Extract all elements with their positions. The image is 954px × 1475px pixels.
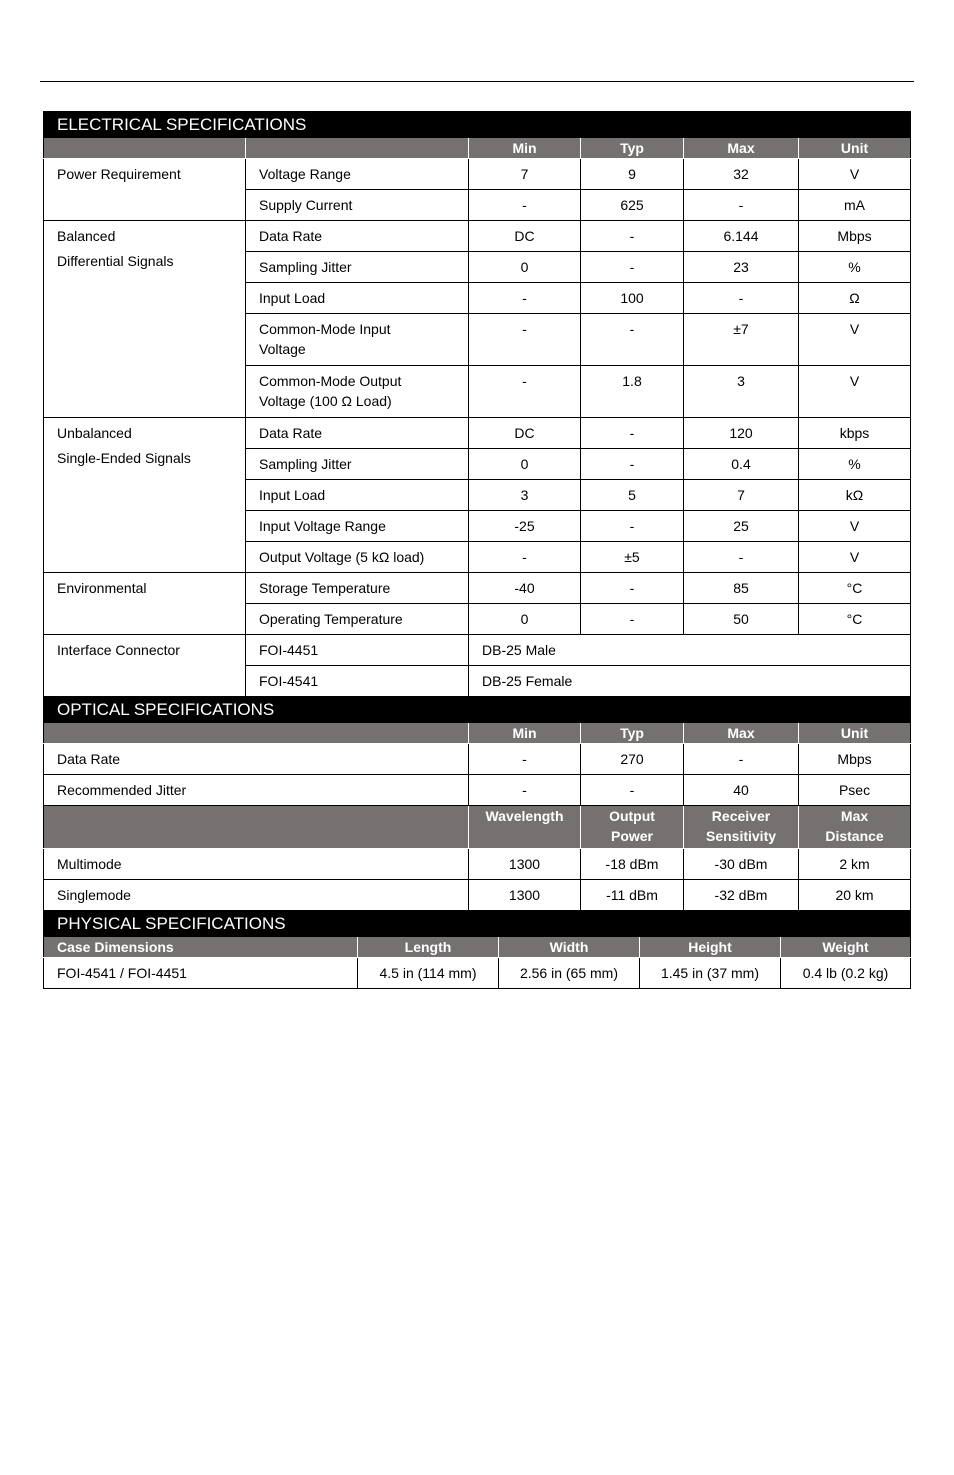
group-label-line: Unbalanced	[57, 425, 132, 441]
parameter-name: Input Voltage Range	[246, 511, 469, 542]
value-min: DC	[469, 418, 581, 449]
table-row	[44, 221, 911, 252]
value-unit: mA	[799, 190, 911, 221]
header-receiver-sensitivity-line: Receiver	[711, 808, 771, 824]
value-max: -	[684, 542, 799, 573]
connector-type: DB-25 Male	[469, 635, 911, 666]
physical-title: PHYSICAL SPECIFICATIONS	[44, 911, 911, 937]
value-typ: -	[581, 449, 684, 480]
header-receiver-sensitivity-line: Sensitivity	[705, 828, 777, 844]
value-typ: 100	[581, 283, 684, 314]
value-typ: -	[581, 221, 684, 252]
value-unit: kbps	[799, 418, 911, 449]
group-label-line: Single-Ended Signals	[57, 450, 191, 466]
value-min: -	[469, 314, 581, 366]
fiber-mode: Multimode	[44, 849, 469, 880]
value-max: ±7	[684, 314, 799, 366]
group-label	[44, 573, 246, 635]
group-label-line: Differential Signals	[57, 253, 174, 269]
value-max: 40	[684, 775, 799, 806]
parameter-name-line: Common-Mode Input	[259, 321, 391, 337]
parameter-name: Sampling Jitter	[246, 449, 469, 480]
value-max: 7	[684, 480, 799, 511]
parameter-name: Data Rate	[246, 418, 469, 449]
header-blank	[44, 806, 469, 849]
case-model: FOI-4541 / FOI-4451	[44, 958, 358, 989]
value-unit: V	[799, 511, 911, 542]
parameter-name-line: Common-Mode Output	[259, 373, 402, 389]
header-typ: Typ	[581, 138, 684, 159]
header-blank	[44, 723, 469, 744]
header-length: Length	[358, 937, 499, 958]
value-typ: 625	[581, 190, 684, 221]
table-row	[44, 880, 911, 911]
parameter-name	[246, 366, 469, 418]
value-unit: Mbps	[799, 744, 911, 775]
parameter-name-line: Voltage (100 Ω Load)	[259, 393, 392, 409]
table-row	[44, 418, 911, 449]
value-unit: V	[799, 314, 911, 366]
group-label	[44, 159, 246, 221]
group-label-line: Environmental	[57, 580, 147, 596]
header-max: Max	[684, 723, 799, 744]
fiber-mode: Singlemode	[44, 880, 469, 911]
header-wavelength-line: Wavelength	[485, 808, 564, 824]
parameter-name: FOI-4451	[246, 635, 469, 666]
value-min: -	[469, 542, 581, 573]
value-typ: -	[581, 511, 684, 542]
value-max: -	[684, 190, 799, 221]
value-max: 0.4	[684, 449, 799, 480]
value-wavelength: 1300	[469, 880, 581, 911]
value-min: 7	[469, 159, 581, 190]
parameter-name: Output Voltage (5 kΩ load)	[246, 542, 469, 573]
group-label-line: Balanced	[57, 228, 116, 244]
parameter-name: Storage Temperature	[246, 573, 469, 604]
value-output-power: -18 dBm	[581, 849, 684, 880]
value-typ: -	[581, 573, 684, 604]
table-row	[44, 849, 911, 880]
parameter-name: Data Rate	[246, 221, 469, 252]
case-weight: 0.4 lb (0.2 kg)	[781, 958, 911, 989]
value-unit: Ω	[799, 283, 911, 314]
value-min: -	[469, 366, 581, 418]
value-max: 50	[684, 604, 799, 635]
value-typ: -	[581, 418, 684, 449]
header-rule	[40, 81, 914, 82]
electrical-specifications	[44, 112, 911, 697]
header-blank	[44, 138, 246, 159]
value-unit: V	[799, 542, 911, 573]
value-max: 120	[684, 418, 799, 449]
value-typ: 9	[581, 159, 684, 190]
value-min: 3	[469, 480, 581, 511]
value-unit: °C	[799, 573, 911, 604]
value-max: -	[684, 744, 799, 775]
specifications-table	[43, 111, 911, 911]
value-typ: -	[581, 252, 684, 283]
parameter-name: Operating Temperature	[246, 604, 469, 635]
header-min: Min	[469, 138, 581, 159]
value-unit: %	[799, 252, 911, 283]
optical-title: OPTICAL SPECIFICATIONS	[44, 697, 911, 723]
header-output-power-line: Output	[609, 808, 655, 824]
value-typ: ±5	[581, 542, 684, 573]
parameter-name: Sampling Jitter	[246, 252, 469, 283]
group-label-line: Interface Connector	[57, 642, 180, 658]
value-typ: -	[581, 775, 684, 806]
parameter-name: Supply Current	[246, 190, 469, 221]
parameter-name: Data Rate	[44, 744, 469, 775]
value-min: -	[469, 283, 581, 314]
header-max-distance-line: Max	[840, 808, 869, 824]
value-typ: -	[581, 604, 684, 635]
group-label	[44, 635, 246, 697]
value-max-distance: 20 km	[799, 880, 911, 911]
value-typ: 5	[581, 480, 684, 511]
value-min: -40	[469, 573, 581, 604]
group-label-line: Power Requirement	[57, 166, 181, 182]
case-length: 4.5 in (114 mm)	[358, 958, 499, 989]
physical-specifications	[43, 910, 911, 989]
optical-specifications	[44, 697, 911, 911]
value-receiver-sensitivity: -32 dBm	[684, 880, 799, 911]
parameter-name: Voltage Range	[246, 159, 469, 190]
table-row	[44, 744, 911, 775]
header-max-distance-line: Distance	[825, 828, 884, 844]
value-typ: -	[581, 314, 684, 366]
connector-type: DB-25 Female	[469, 666, 911, 697]
value-min: -25	[469, 511, 581, 542]
value-unit: V	[799, 159, 911, 190]
value-unit: V	[799, 366, 911, 418]
value-min: DC	[469, 221, 581, 252]
value-min: 0	[469, 449, 581, 480]
header-blank	[246, 138, 469, 159]
value-max: 23	[684, 252, 799, 283]
header-max: Max	[684, 138, 799, 159]
value-min: -	[469, 190, 581, 221]
group-label	[44, 418, 246, 573]
value-unit: °C	[799, 604, 911, 635]
value-min: 0	[469, 252, 581, 283]
value-output-power: -11 dBm	[581, 880, 684, 911]
value-max: -	[684, 283, 799, 314]
parameter-name	[246, 314, 469, 366]
parameter-name-line: Voltage	[259, 341, 306, 357]
header-output-power	[581, 806, 684, 849]
value-wavelength: 1300	[469, 849, 581, 880]
table-row	[44, 573, 911, 604]
header-min: Min	[469, 723, 581, 744]
header-output-power-line: Power	[610, 828, 653, 844]
value-max-distance: 2 km	[799, 849, 911, 880]
header-width: Width	[499, 937, 640, 958]
header-case-dimensions: Case Dimensions	[44, 937, 358, 958]
header-receiver-sensitivity	[684, 806, 799, 849]
value-typ: 270	[581, 744, 684, 775]
case-width: 2.56 in (65 mm)	[499, 958, 640, 989]
case-height: 1.45 in (37 mm)	[640, 958, 781, 989]
parameter-name: Input Load	[246, 480, 469, 511]
value-max: 25	[684, 511, 799, 542]
table-row	[44, 635, 911, 666]
value-max: 85	[684, 573, 799, 604]
group-label	[44, 221, 246, 418]
table-row	[44, 775, 911, 806]
value-max: 3	[684, 366, 799, 418]
value-typ: 1.8	[581, 366, 684, 418]
value-min: 0	[469, 604, 581, 635]
parameter-name: FOI-4541	[246, 666, 469, 697]
value-max: 6.144	[684, 221, 799, 252]
header-unit: Unit	[799, 723, 911, 744]
header-weight: Weight	[781, 937, 911, 958]
value-min: -	[469, 775, 581, 806]
header-wavelength	[469, 806, 581, 849]
header-height: Height	[640, 937, 781, 958]
value-max: 32	[684, 159, 799, 190]
value-min: -	[469, 744, 581, 775]
header-unit: Unit	[799, 138, 911, 159]
electrical-title: ELECTRICAL SPECIFICATIONS	[44, 112, 911, 138]
header-max-distance	[799, 806, 911, 849]
parameter-name: Input Load	[246, 283, 469, 314]
value-receiver-sensitivity: -30 dBm	[684, 849, 799, 880]
value-unit: Psec	[799, 775, 911, 806]
parameter-name: Recommended Jitter	[44, 775, 469, 806]
value-unit: Mbps	[799, 221, 911, 252]
header-typ: Typ	[581, 723, 684, 744]
value-unit: kΩ	[799, 480, 911, 511]
value-unit: %	[799, 449, 911, 480]
table-row	[44, 159, 911, 190]
